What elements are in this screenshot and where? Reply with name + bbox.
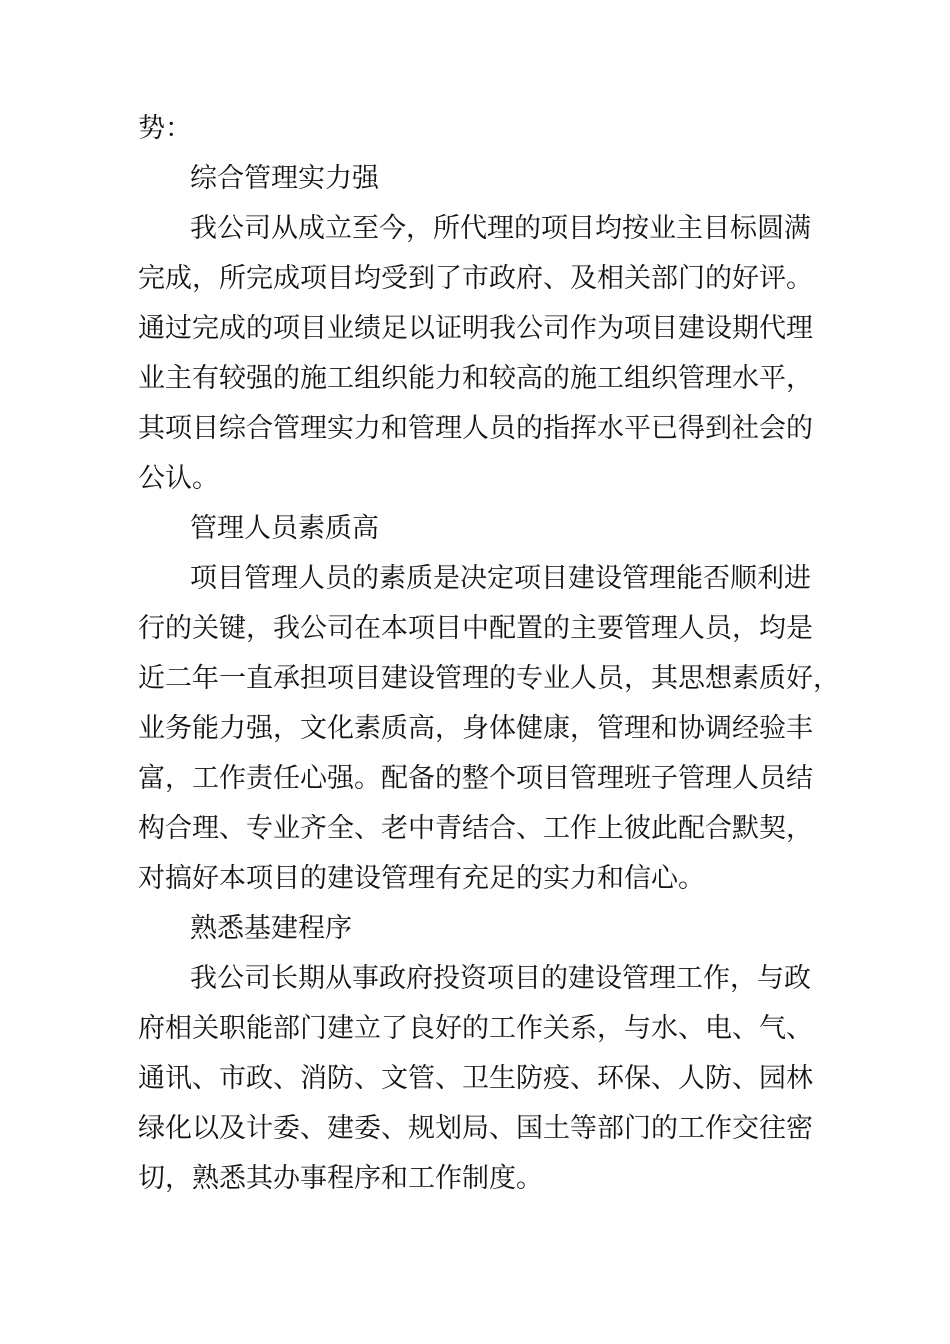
section-heading: 熟悉基建程序	[190, 913, 352, 944]
text-line: 业主有较强的施工组织能力和较高的施工组织管理水平，	[138, 363, 813, 394]
text-line: 业务能力强，文化素质高，身体健康，管理和协调经验丰	[138, 713, 813, 744]
section-heading: 综合管理实力强	[190, 163, 379, 194]
section-heading: 管理人员素质高	[190, 513, 379, 544]
text-line: 府相关职能部门建立了良好的工作关系，与水、电、气、	[138, 1013, 813, 1044]
text-line: 势：	[138, 113, 192, 144]
text-line: 我公司长期从事政府投资项目的建设管理工作，与政	[190, 963, 811, 994]
text-line: 项目管理人员的素质是决定项目建设管理能否顺利进	[190, 563, 811, 594]
text-line: 富，工作责任心强。配备的整个项目管理班子管理人员结	[138, 763, 813, 794]
text-line: 行的关键，我公司在本项目中配置的主要管理人员，均是	[138, 613, 813, 644]
text-line: 我公司从成立至今，所代理的项目均按业主目标圆满	[190, 213, 811, 244]
text-line: 对搞好本项目的建设管理有充足的实力和信心。	[138, 863, 705, 894]
text-line: 绿化以及计委、建委、规划局、国土等部门的工作交往密	[138, 1113, 813, 1144]
text-line: 构合理、专业齐全、老中青结合、工作上彼此配合默契，	[138, 813, 813, 844]
text-line: 完成，所完成项目均受到了市政府、及相关部门的好评。	[138, 263, 813, 294]
text-line: 其项目综合管理实力和管理人员的指挥水平已得到社会的	[138, 413, 813, 444]
text-line: 切，熟悉其办事程序和工作制度。	[138, 1163, 543, 1194]
text-line: 公认。	[138, 463, 219, 494]
text-line: 通讯、市政、消防、文管、卫生防疫、环保、人防、园林	[138, 1063, 813, 1094]
text-line: 近二年一直承担项目建设管理的专业人员，其思想素质好，	[138, 663, 840, 694]
text-line: 通过完成的项目业绩足以证明我公司作为项目建设期代理	[138, 313, 813, 344]
